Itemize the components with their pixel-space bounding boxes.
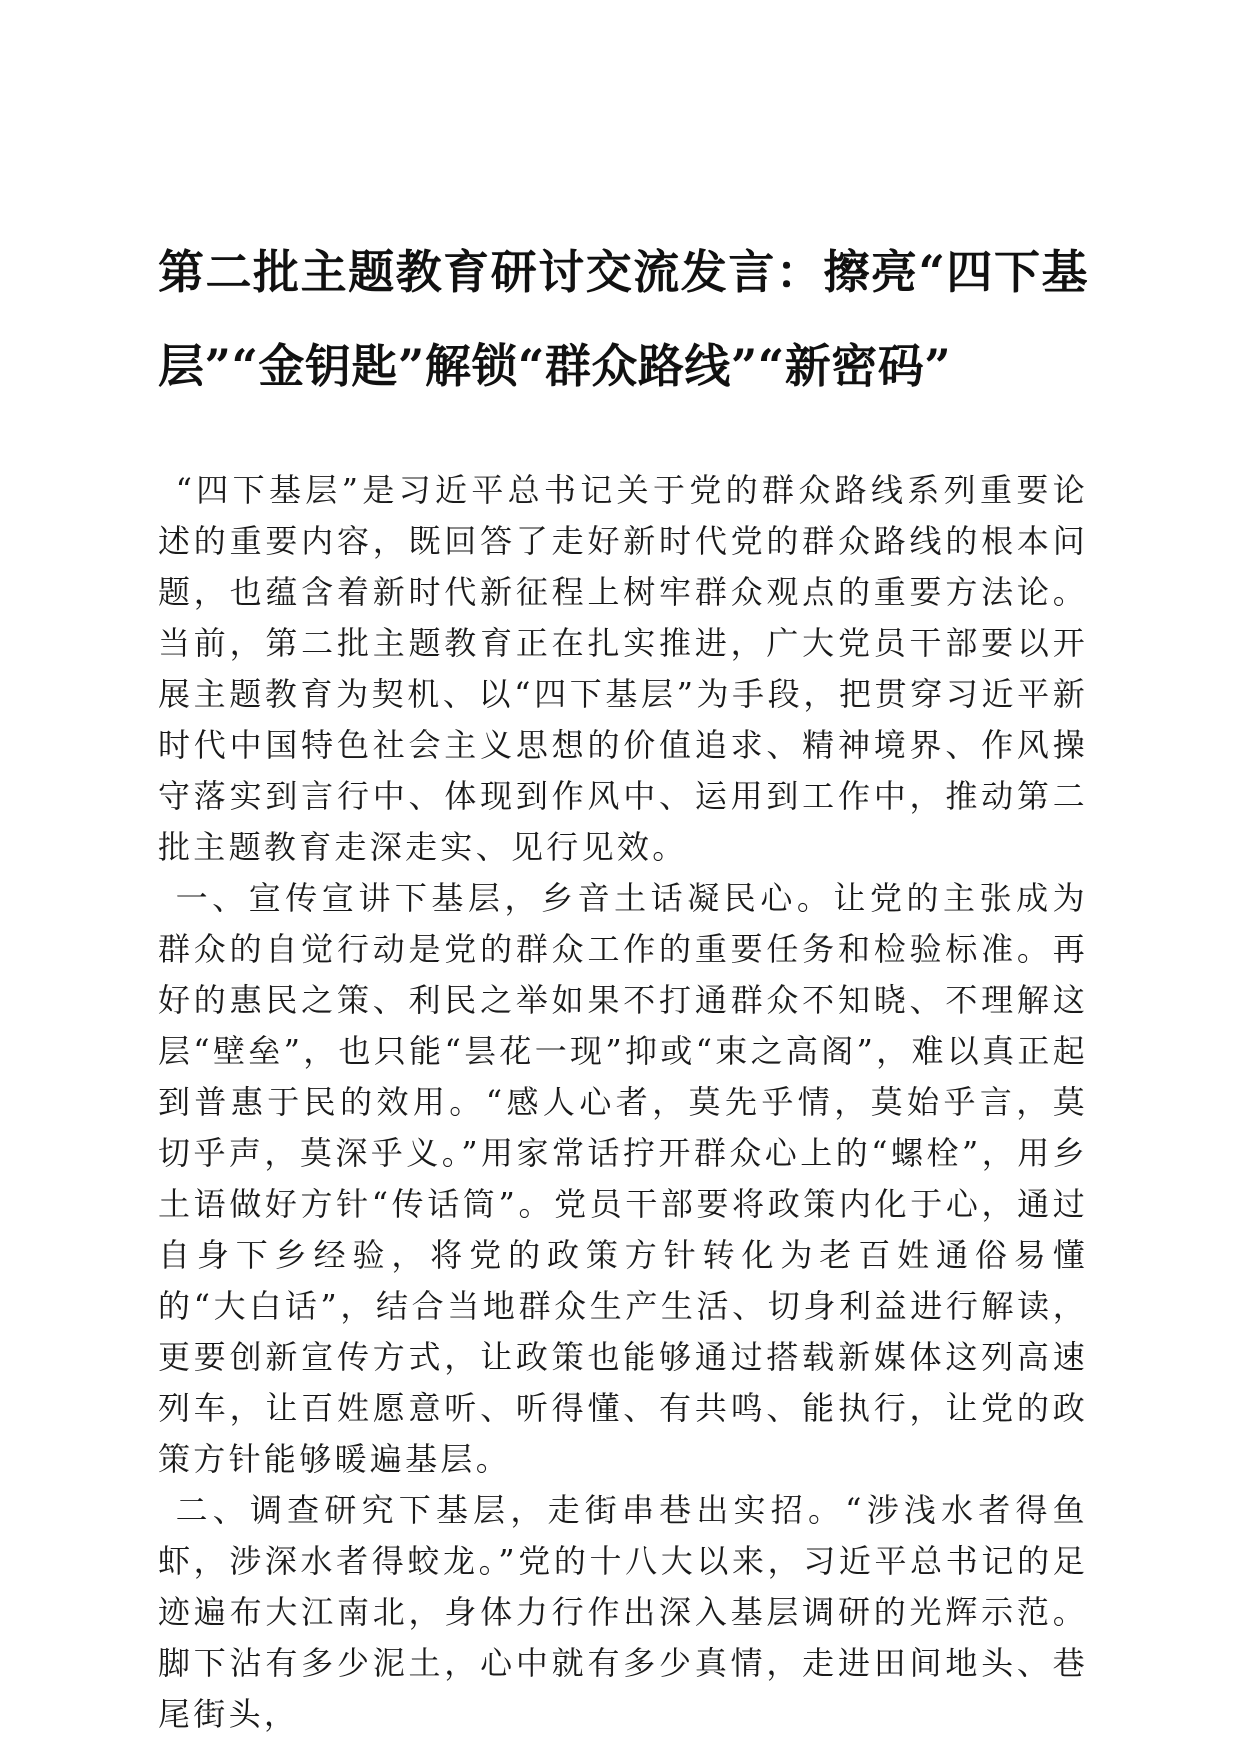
intro-paragraph: “四下基层”是习近平总书记关于党的群众路线系列重要论述的重要内容，既回答了走好新时代党的群众路线的根本问题，也蕴含着新时代新征程上树牢群众观点的重要方法论。当前，第二批主题教育正在扎实推进，广大党员干部要以开展主题教育为契机、以“四下基层”为手段，把贯穿习近平新时代中国特色社会主义思想的价值追求、精神境界、作风操守落实到言行中、体现到作风中、运用到工作中，推动第二批主题教育走深走实、见行见效。 <box>158 471 1088 866</box>
document-title: 第二批主题教育研讨交流发言：擦亮“四下基层”“金钥匙”解锁“群众路线”“新密码” <box>158 245 1088 393</box>
section-two-paragraph: 二、调查研究下基层，走街串巷出实招。“涉浅水者得鱼虾，涉深水者得蛟龙。”党的十八大以来，习近平总书记的足迹遍布大江南北，身体力行作出深入基层调研的光辉示范。脚下沾有多少泥土，心中就有多少真情，走进田间地头、巷尾街头， <box>158 1491 1088 1733</box>
document-body <box>158 465 1088 1740</box>
section-one-paragraph: 一、宣传宣讲下基层，乡音土话凝民心。让党的主张成为群众的自觉行动是党的群众工作的重要任务和检验标准。再好的惠民之策、利民之举如果不打通群众不知晓、不理解这层“壁垒”，也只能“昙花一现”抑或“束之高阁”，难以真正起到普惠于民的效用。“感人心者，莫先乎情，莫始乎言，莫切乎声，莫深乎义。”用家常话拧开群众心上的“螺栓”，用乡土语做好方针“传话筒”。党员干部要将政策内化于心，通过自身下乡经验，将党的政策方针转化为老百姓通俗易懂的“大白话”，结合当地群众生产生活、切身利益进行解读，更要创新宣传方式，让政策也能够通过搭载新媒体这列高速列车，让百姓愿意听、听得懂、有共鸣、能执行，让党的政策方针能够暖遍基层。 <box>158 879 1088 1478</box>
